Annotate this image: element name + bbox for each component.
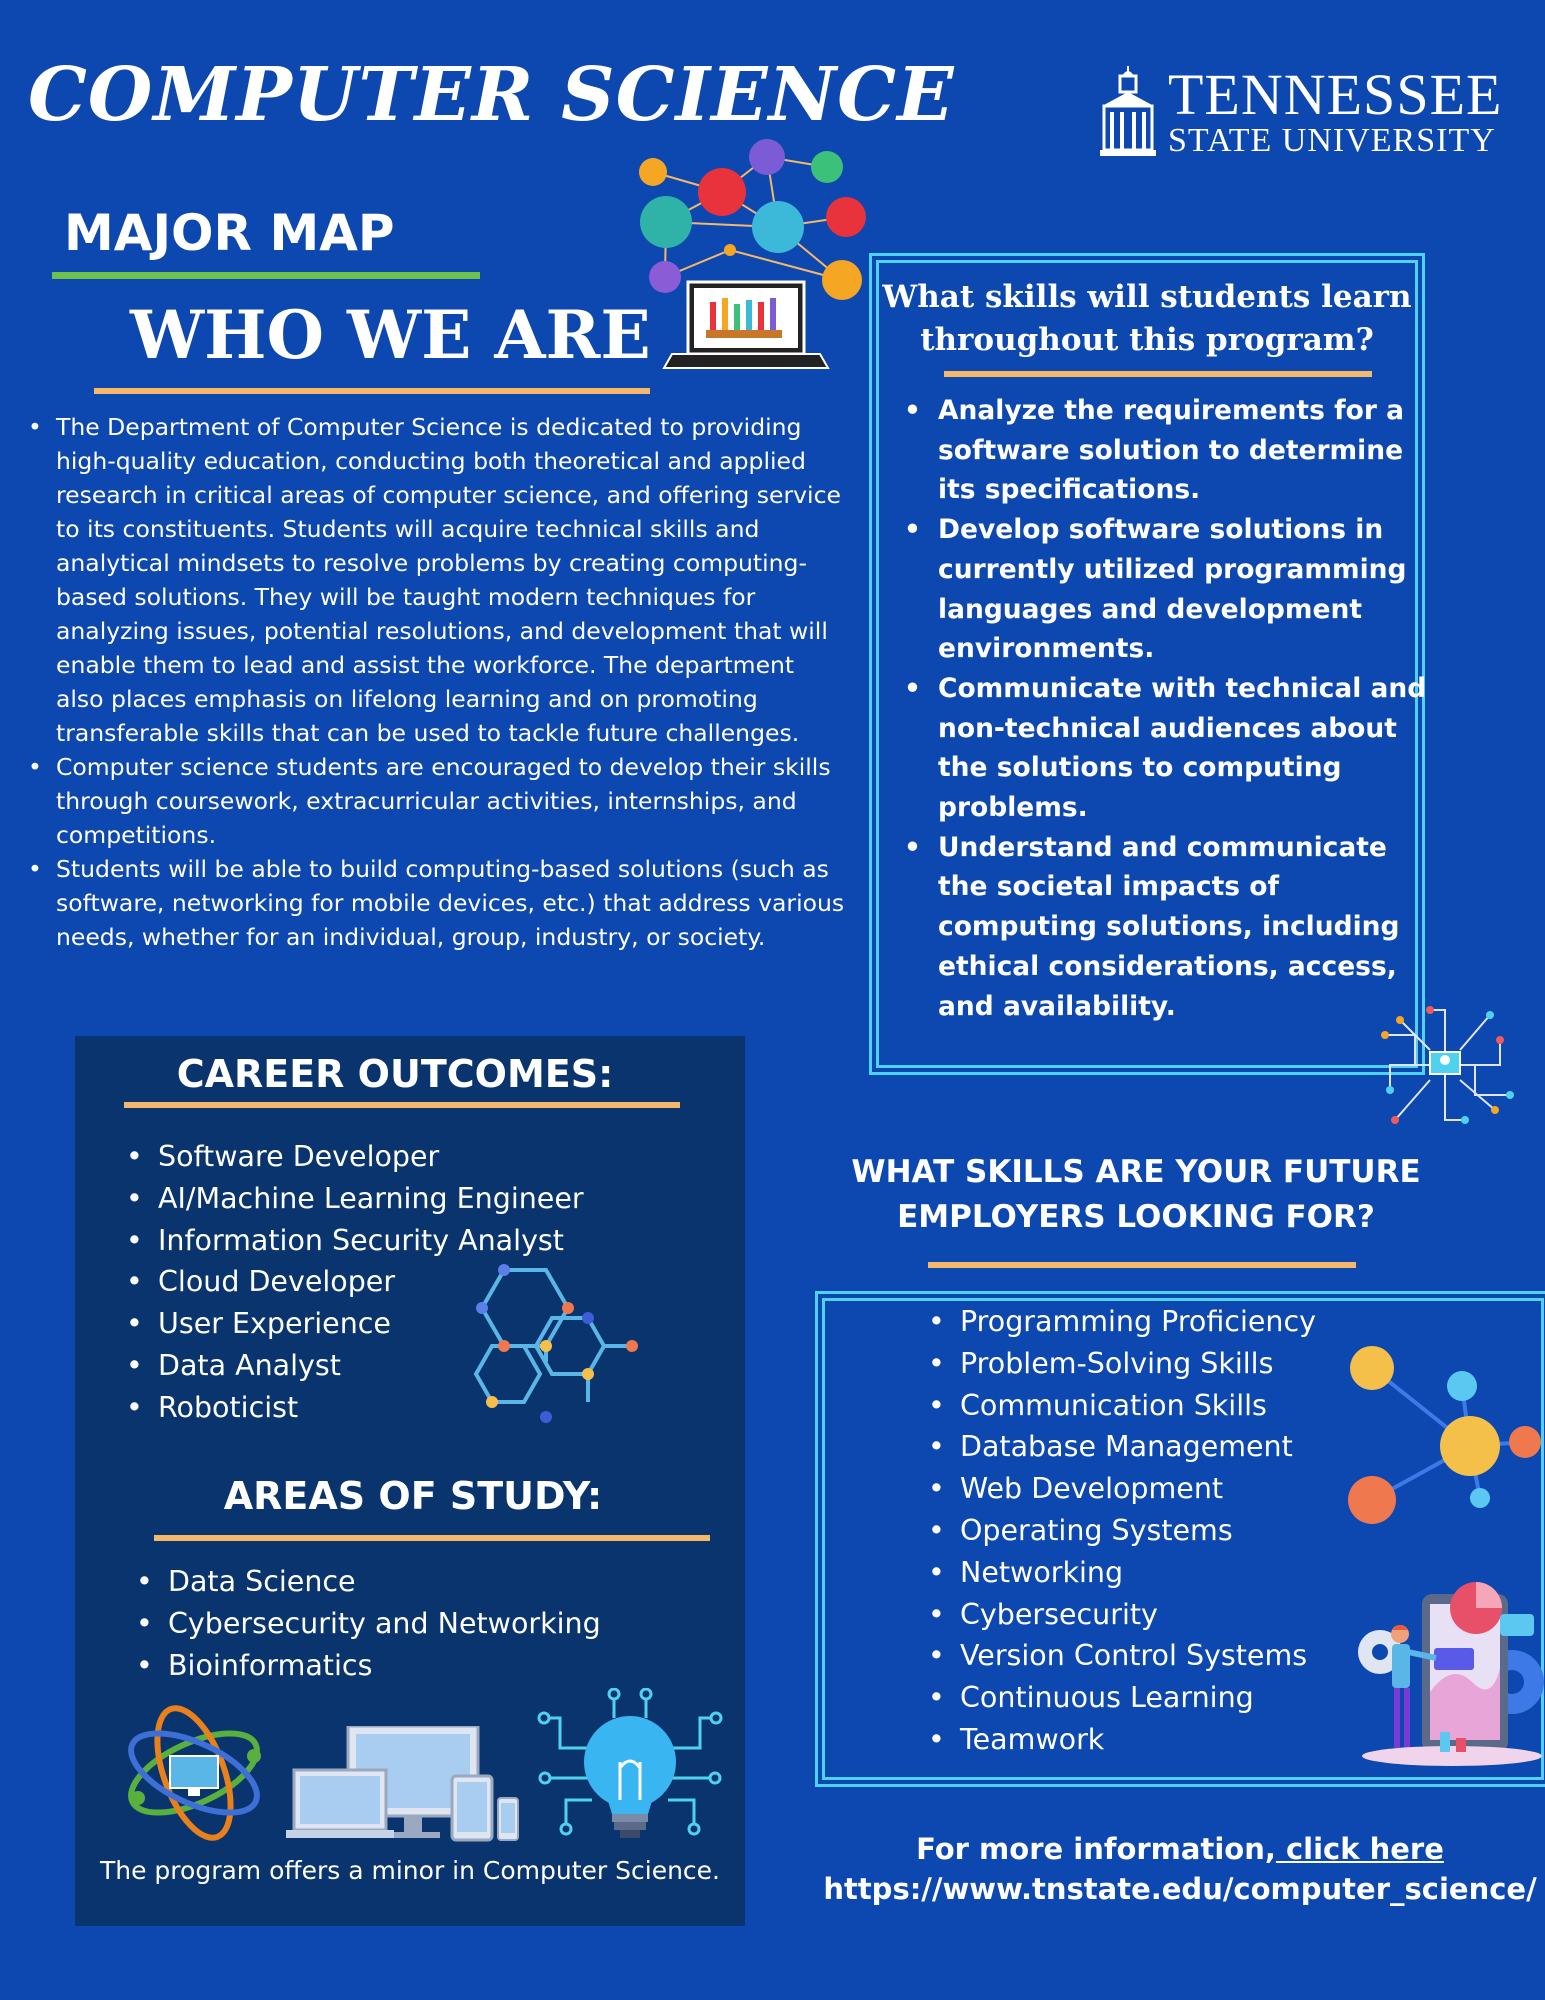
divider: [928, 1262, 1356, 1268]
click-here-link[interactable]: click here: [1275, 1832, 1444, 1866]
list-item: • Teamwork: [924, 1719, 1404, 1761]
skills-learned-title: What skills will students learn throughout this program?: [882, 279, 1412, 358]
list-item: • Programming Proficiency: [924, 1301, 1404, 1343]
more-info-text: For more information, click here: [916, 1832, 1444, 1866]
section-title-areas-of-study: AREAS OF STUDY:: [223, 1474, 603, 1518]
list-item: • Operating Systems: [924, 1510, 1404, 1552]
who-we-are-list: [26, 410, 846, 954]
circuit-board-icon: [1370, 990, 1520, 1140]
building-icon: [1098, 66, 1158, 158]
list-item: • Computer science students are encouraged to develop their skills through coursework, extracurricular activities, internships, and competitions.: [26, 750, 846, 852]
skills-learned-list: [898, 391, 1428, 1026]
list-item: • Data Science: [128, 1561, 728, 1603]
subtitle: MAJOR MAP: [64, 204, 395, 262]
list-item: • Web Development: [924, 1468, 1404, 1510]
section-title-who-we-are: WHO WE ARE: [130, 296, 651, 374]
list-item: • Understand and communicate the societal impacts of computing solutions, including ethical considerations, access, and availability.: [898, 828, 1428, 1027]
list-item: • Cybersecurity and Networking: [128, 1603, 728, 1645]
list-item: • Information Security Analyst: [118, 1220, 718, 1262]
logo-line-2: STATE UNIVERSITY: [1168, 122, 1496, 159]
devices-icon: [286, 1726, 526, 1846]
divider: [94, 388, 650, 394]
website-url[interactable]: https://www.tnstate.edu/computer_science/: [823, 1872, 1537, 1906]
employer-skills-list: [924, 1301, 1404, 1761]
logo-line-1: TENNESSEE: [1168, 62, 1503, 127]
list-item: • Bioinformatics: [128, 1645, 728, 1687]
list-item: • Develop software solutions in currently utilized programming languages and development environments.: [898, 510, 1428, 669]
list-item: • Cloud Developer: [118, 1261, 718, 1303]
list-item: • The Department of Computer Science is dedicated to providing high-quality education, conducting both theoretical and applied research in critical areas of computer science, and offering service to its constituents. Students will acquire technical skills and analytical mindsets to resolve problems by creating computing-based solutions. They will be taught modern techniques for analyzing issues, potential resolutions, and development that will enable them to lead and assist the workforce. The department also places emphasis on lifelong learning and on promoting transferable skills that can be used to tackle future challenges.: [26, 410, 846, 750]
list-item: • Communication Skills: [924, 1385, 1404, 1427]
list-item: • Roboticist: [118, 1387, 718, 1429]
divider: [124, 1102, 680, 1108]
list-item: • Software Developer: [118, 1136, 718, 1178]
divider: [944, 371, 1372, 377]
list-item: • Database Management: [924, 1426, 1404, 1468]
molecule-icon: [436, 1262, 646, 1427]
page-title: COMPUTER SCIENCE: [28, 52, 955, 138]
list-item: • Students will be able to build computing-based solutions (such as software, networking for mobile devices, etc.) that address various needs, whether for an individual, group, industry, or society.: [26, 852, 846, 954]
person-phone-icon: [1352, 1572, 1545, 1772]
list-item: • Data Analyst: [118, 1345, 718, 1387]
divider: [154, 1535, 710, 1541]
minor-note: The program offers a minor in Computer Science.: [99, 1856, 720, 1885]
lightbulb-icon: [530, 1688, 730, 1848]
atom-icon: [122, 1698, 272, 1848]
list-item: • Version Control Systems: [924, 1635, 1404, 1677]
list-item: • Analyze the requirements for a software solution to determine its specifications.: [898, 391, 1428, 510]
employer-skills-title: WHAT SKILLS ARE YOUR FUTURE EMPLOYERS LOOKING FOR?: [851, 1154, 1421, 1235]
list-item: • Continuous Learning: [924, 1677, 1404, 1719]
divider: [52, 272, 480, 279]
node-network-icon: [1340, 1338, 1545, 1528]
list-item: • Cybersecurity: [924, 1594, 1404, 1636]
list-item: • Problem-Solving Skills: [924, 1343, 1404, 1385]
areas-of-study-list: [128, 1561, 728, 1686]
list-item: • Communicate with technical and non-technical audiences about the solutions to computing problems.: [898, 669, 1428, 828]
list-item: • Networking: [924, 1552, 1404, 1594]
list-item: • User Experience: [118, 1303, 718, 1345]
science-network-icon: [630, 132, 870, 382]
section-title-career-outcomes: CAREER OUTCOMES:: [176, 1052, 614, 1096]
list-item: • AI/Machine Learning Engineer: [118, 1178, 718, 1220]
